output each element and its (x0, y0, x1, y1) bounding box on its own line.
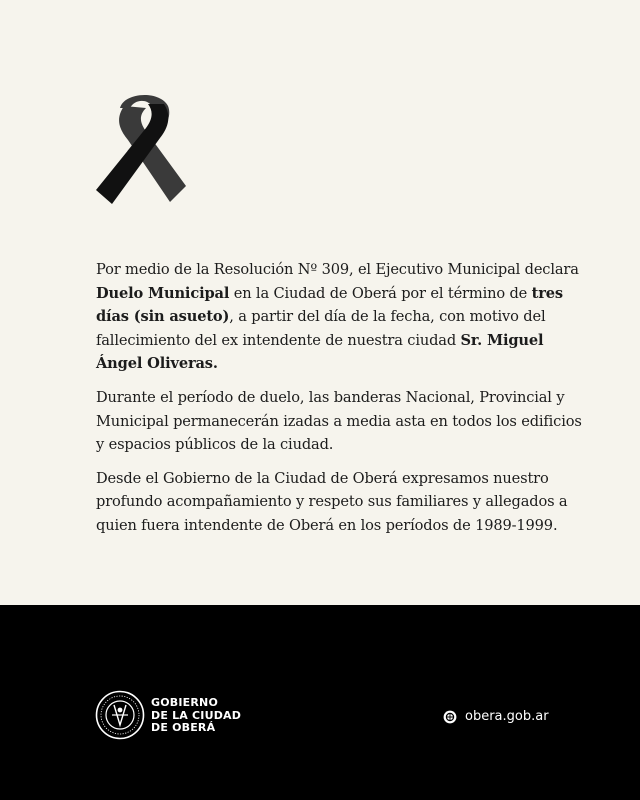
paragraph-flags: Durante el período de duelo, las banderas Nacional, Provincial y Municipal permanecerán izadas a media asta en todos los edificios y espacios públicos de la ciudad. (96, 388, 582, 454)
text-segment: en la Ciudad de Oberá por el término de (229, 284, 532, 302)
website-link[interactable] (443, 709, 549, 724)
mourning-ribbon-icon (94, 86, 190, 206)
announcement-text (96, 258, 586, 548)
bold-tres-dias: tres días (sin asueto) (96, 284, 563, 326)
paragraph-condolences: Desde el Gobierno de la Ciudad de Oberá expresamos nuestro profundo acompañamiento y respeto sus familiares y allegados a quien fuera intendente de Oberá en los períodos de 1989-1999. (96, 469, 568, 534)
footer (0, 605, 640, 800)
web-globe-icon (443, 710, 457, 724)
paragraph-resolution (96, 258, 586, 376)
website-text: obera.gob.ar (465, 709, 549, 724)
city-seal-logo (95, 690, 145, 740)
bold-duelo-municipal: Duelo Municipal (96, 284, 230, 302)
brand-text (151, 697, 241, 735)
bold-name: Sr. Miguel Ángel Oliveras. (96, 331, 544, 373)
brand-line: GOBIERNO (151, 696, 218, 709)
text-segment: Por medio de la Resolución Nº 309, el Ejecutivo Municipal declara (96, 261, 579, 278)
text-segment: , a partir del día de la fecha, con motivo del fallecimiento del ex intendente de nuestra ciudad (96, 308, 546, 349)
brand-line: DE OBERÁ (151, 721, 216, 734)
brand-line: DE LA CIUDAD (151, 708, 242, 722)
